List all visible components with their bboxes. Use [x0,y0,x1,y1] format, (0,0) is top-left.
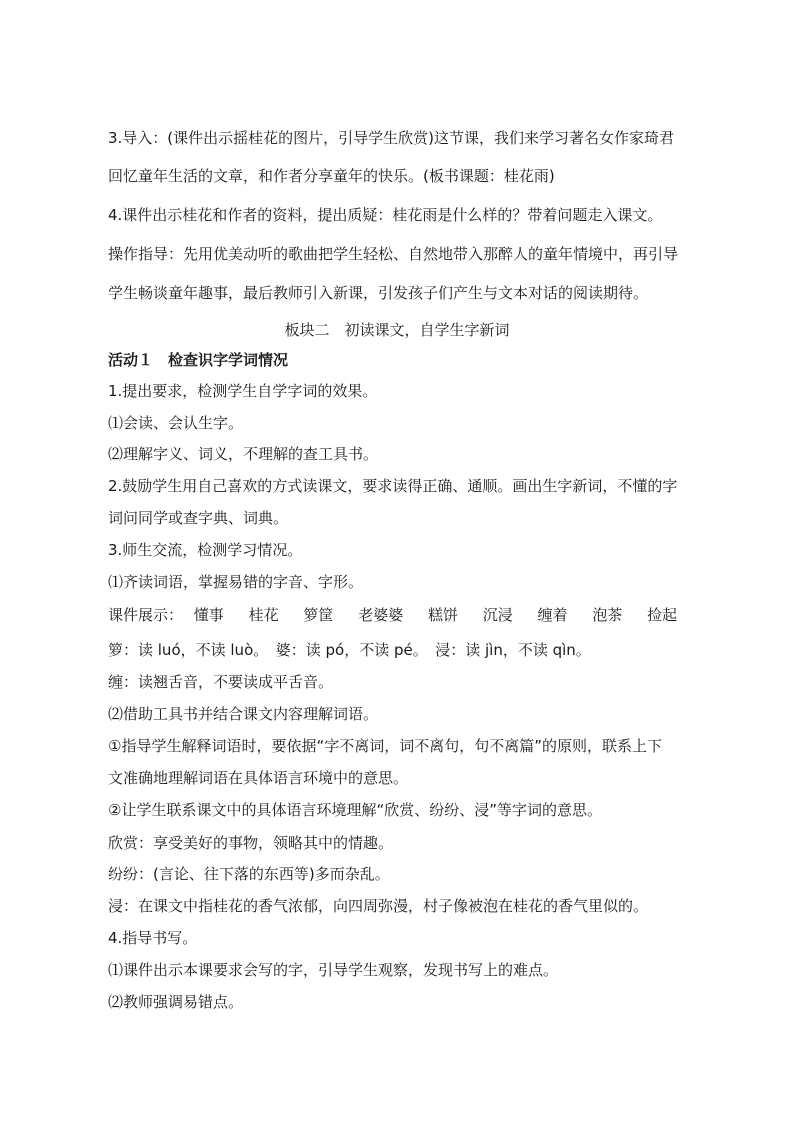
paragraph-step4: 4.课件出示桂花和作者的资料，提出质疑：桂花雨是什么样的？带着问题走入课文。 [108,206,663,224]
paragraph-guide-line1: 操作指导：先用优美动听的歌曲把学生轻松、自然地带入那醉人的童年情境中，再引导 [108,245,679,263]
vocab-word: 泡茶 [592,606,623,624]
paragraph-principle-line2: 文准确地理解词语在具体语言环境中的意思。 [108,769,409,787]
activity-heading: 活动１ 检查识字学词情况 [108,351,289,369]
paragraph-step2-line2: 词问同学或查字典、词典。 [108,509,289,527]
vocab-word: 沉浸 [482,606,513,624]
paragraph-context: ②让学生联系课文中的具体语言环境理解“欣赏、纷纷、浸”等字词的意思。 [108,801,602,819]
definition-item: 浸：在课文中指桂花的香气浓郁，向四周弥漫，村子像被泡在桂花的香气里似的。 [108,897,649,915]
vocab-word: 糕饼 [427,606,458,624]
list-item: 1.提出要求，检测学生自学字词的效果。 [108,382,378,400]
paragraph-intro-line1: 3.导入：(课件出示摇桂花的图片，引导学生欣赏)这节课，我们来学习著名女作家琦君 [108,129,675,147]
paragraph-intro-line2: 回忆童年生活的文章，和作者分享童年的快乐。(板书课题：桂花雨) [108,167,555,185]
list-item: 3.师生交流，检测学习情况。 [108,541,303,559]
pronunciation-notes: 箩：读 luó，不读 luò。 婆：读 pó，不读 pé。 浸：读 jìn，不读 qìn。 [108,641,591,659]
list-item: ⑵教师强调易错点。 [108,993,244,1011]
vocab-word: 缠着 [537,606,568,624]
vocab-word: 老婆婆 [358,606,404,624]
list-item: 4.指导书写。 [108,929,198,947]
list-item: ⑴会读、会认生字。 [108,414,244,432]
vocab-word: 捡起 [647,606,678,624]
list-item: ⑵理解字义、词义，不理解的查工具书。 [108,445,379,463]
paragraph-step2-line1: 2.鼓励学生用自己喜欢的方式读课文，要求读得正确、通顺。画出生字新词，不懂的字 [108,477,678,495]
courseware-label: 课件展示： [108,606,184,624]
definition-item: 欣赏：享受美好的事物，领略其中的情趣。 [108,834,394,852]
paragraph-guide-line2: 学生畅谈童年趣事，最后教师引入新课，引发孩子们产生与文本对话的阅读期待。 [108,284,649,302]
pronunciation-note: 缠：读翘舌音，不要读成平舌音。 [108,673,334,691]
list-item: ⑴齐读词语，掌握易错的字音、字形。 [108,573,364,591]
definition-item: 纷纷：(言论、往下落的东西等)多而杂乱。 [108,865,390,883]
courseware-words [108,605,677,625]
vocab-word: 桂花 [248,606,279,624]
section-heading: 板块二 初读课文，自学生字新词 [284,321,510,339]
vocab-word: 懂事 [193,606,224,624]
list-item: ⑴课件出示本课要求会写的字，引导学生观察，发现书写上的难点。 [108,961,559,979]
list-item: ⑵借助工具书并结合课文内容理解词语。 [108,705,379,723]
vocab-word: 箩筐 [303,606,334,624]
paragraph-principle-line1: ①指导学生解释词语时，要依据“字不离词，词不离句，句不离篇”的原则，联系上下 [108,737,662,755]
